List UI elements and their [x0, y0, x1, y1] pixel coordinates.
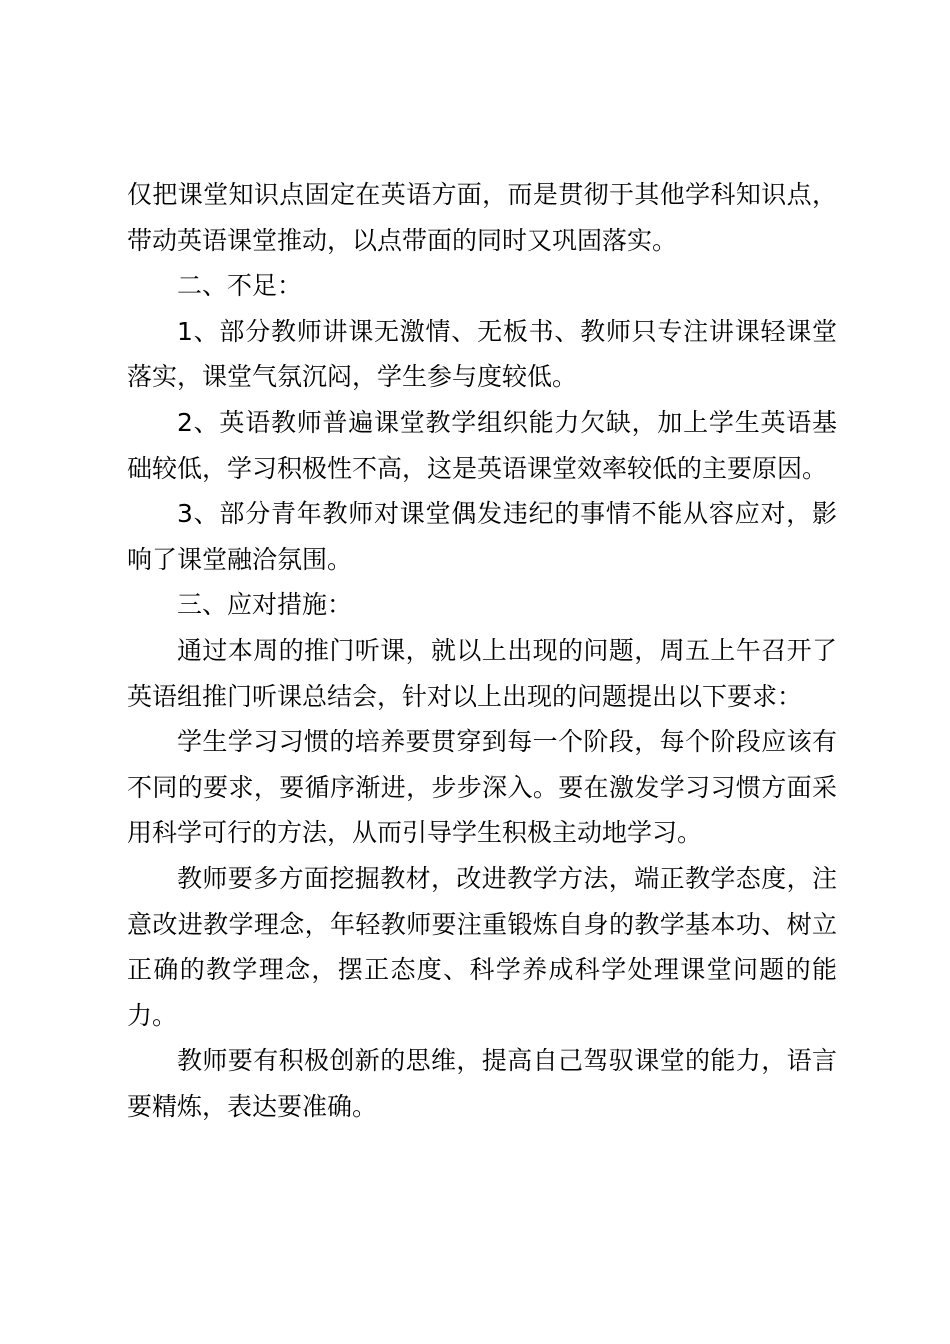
shortcoming-item-2: 2、英语教师普遍课堂教学组织能力欠缺，加上学生英语基础较低，学习积极性不高，这是英语课堂效率较低的主要原因。	[127, 407, 837, 483]
paragraph-continuation: 仅把课堂知识点固定在英语方面，而是贯彻于其他学科知识点，带动英语课堂推动，以点带面的同时又巩固落实。	[127, 180, 837, 255]
measure-paragraph-study-habits: 学生学习习惯的培养要贯穿到每一个阶段，每个阶段应该有不同的要求，要循序渐进，步步深入。要在激发学习习惯方面采用科学可行的方法，从而引导学生积极主动地学习。	[127, 727, 837, 848]
document-page	[127, 172, 837, 1129]
measure-paragraph-innovation: 教师要有积极创新的思维，提高自己驾驭课堂的能力，语言要精炼，表达要准确。	[127, 1046, 837, 1121]
shortcoming-item-3: 3、部分青年教师对课堂偶发违纪的事情不能从容应对，影响了课堂融洽氛围。	[127, 499, 837, 574]
measure-paragraph-teaching-methods: 教师要多方面挖掘教材，改进教学方法，端正教学态度，注意改进教学理念，年轻教师要注重锻炼自身的教学基本功、树立正确的教学理念，摆正态度、科学养成科学处理课堂问题的能力。	[127, 863, 837, 1030]
section-heading-measures: 三、应对措施：	[177, 590, 353, 620]
shortcoming-item-1: 1、部分教师讲课无激情、无板书、教师只专注讲课轻课堂落实，课堂气氛沉闷，学生参与度较低。	[127, 316, 837, 392]
section-heading-shortcomings: 二、不足：	[177, 271, 303, 301]
measures-intro-paragraph: 通过本周的推门听课，就以上出现的问题，周五上午召开了英语组推门听课总结会，针对以上出现的问题提出以下要求：	[127, 635, 837, 711]
